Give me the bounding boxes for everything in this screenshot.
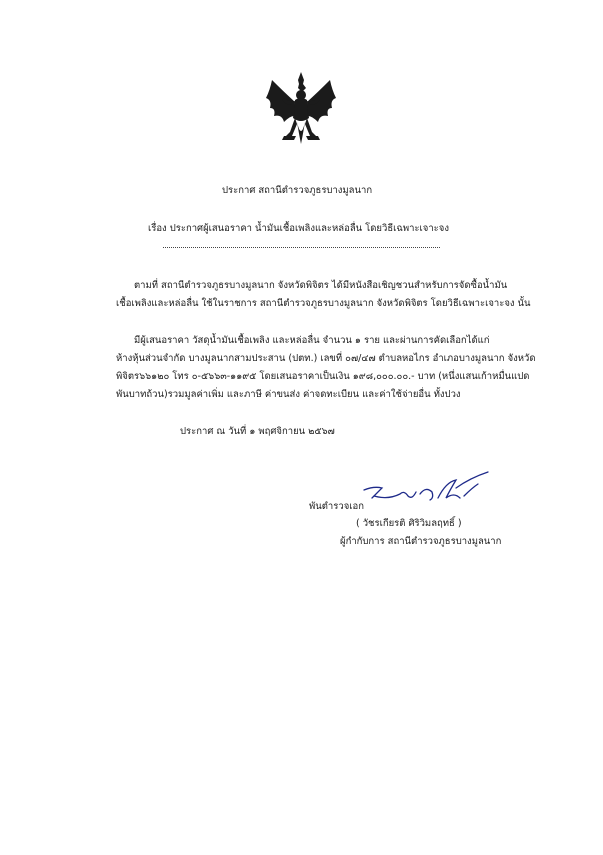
paragraph2-line3: พิจิตร๖๖๑๒๐ โทร ๐-๕๖๖๓-๑๑๙๕ โดยเสนอราคาเป็นเงิน ๑๙๘,๐๐๐.๐๐.- บาท (หนึ่งแสนเก้าหมื่นแปด <box>116 371 530 382</box>
announcement-subject: เรื่อง ประกาศผู้เสนอราคา น้ำมันเชื้อเพลิงและหล่อลื่น โดยวิธีเฉพาะเจาะจง <box>148 223 449 234</box>
paragraph1-line1: ตามที่ สถานีตำรวจภูธรบางมูลนาก จังหวัดพิจิตร ได้มีหนังสือเชิญชวนสำหรับการจัดซื้อน้ำมัน <box>134 280 508 291</box>
paragraph2-line2: ห้างหุ้นส่วนจำกัด บางมูลนากสามประสาน (ปตท.) เลขที่ ๐๗/๔๗ ตำบลหอไกร อำเภอบางมูลนาก จังหวัด <box>116 353 536 364</box>
signer-rank: พันตำรวจเอก <box>309 501 364 512</box>
paragraph2-line4: พันบาทถ้วน)รวมมูลค่าเพิ่ม และภาษี ค่าขนส่ง ค่าจดทะเบียน และค่าใช้จ่ายอื่น ทั้งปวง <box>116 389 461 400</box>
signer-position: ผู้กำกับการ สถานีตำรวจภูธรบางมูลนาก <box>340 536 502 547</box>
announcement-title: ประกาศ สถานีตำรวจภูธรบางมูลนาก <box>222 185 373 196</box>
handwritten-signature <box>360 468 490 510</box>
paragraph1-line2: เชื้อเพลิงและหล่อลื่น ใช้ในราชการ สถานีตำรวจภูธรบางมูลนาก จังหวัดพิจิตร โดยวิธีเฉพาะเจาะจง นั้น <box>116 298 531 309</box>
announcement-date: ประกาศ ณ วันที่ ๑ พฤศจิกายน ๒๕๖๗ <box>180 426 335 437</box>
signer-name: ( วัชรเกียรติ ศิริวิมลฤทธิ์ ) <box>356 518 462 529</box>
dotted-divider <box>163 247 440 248</box>
paragraph2-line1: มีผู้เสนอราคา วัสดุน้ำมันเชื้อเพลิง และหล่อลื่น จำนวน ๑ ราย และผ่านการคัดเลือกได้แก่ <box>134 335 490 346</box>
garuda-emblem <box>262 70 340 150</box>
